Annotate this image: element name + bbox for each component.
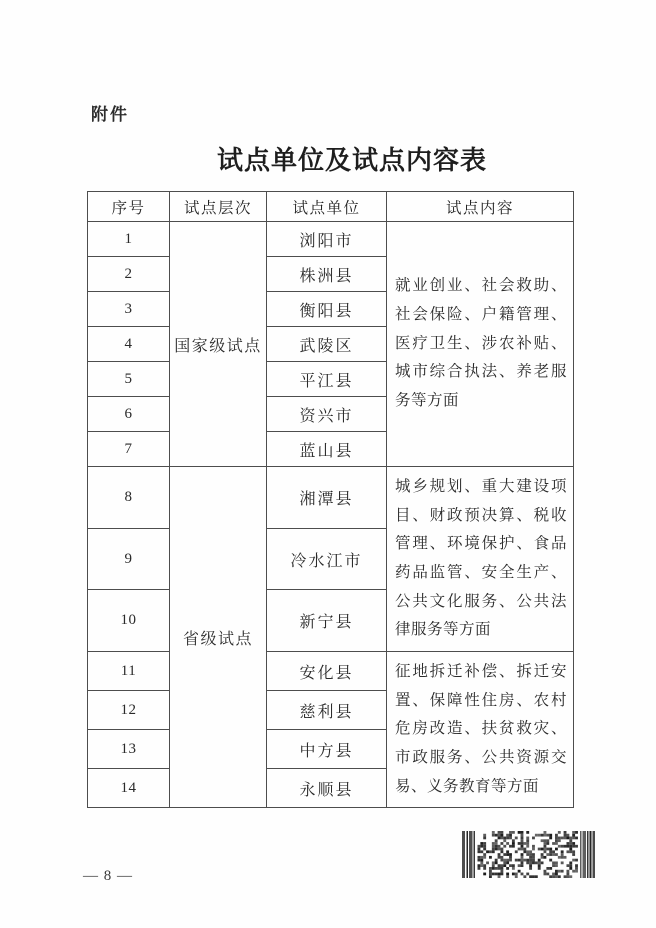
seq-cell: 13 [88,730,170,769]
header-row [88,192,574,222]
content-cell-national: 就业创业、社会救助、社会保险、户籍管理、医疗卫生、涉农补贴、城市综合执法、养老服务等方面 [387,222,574,467]
barcode-icon [462,831,595,878]
unit-cell: 株洲县 [267,257,387,292]
level-cell-national: 国家级试点 [170,222,267,467]
level-cell-provincial: 省级试点 [170,467,267,808]
seq-cell: 10 [88,590,170,652]
seq-cell: 12 [88,691,170,730]
unit-cell: 永顺县 [267,769,387,808]
unit-cell: 平江县 [267,362,387,397]
seq-cell: 6 [88,397,170,432]
attachment-label: 附件 [91,105,129,124]
seq-cell: 3 [88,292,170,327]
seq-cell: 7 [88,432,170,467]
header-seq: 序号 [88,192,170,222]
seq-cell: 11 [88,652,170,691]
document-title: 试点单位及试点内容表 [216,145,487,175]
unit-cell: 武陵区 [267,327,387,362]
page-number: — 8 — [83,868,133,884]
header-content: 试点内容 [387,192,574,222]
seq-cell: 4 [88,327,170,362]
unit-cell: 湘潭县 [267,467,387,529]
pilot-table [87,191,574,808]
content-cell-provincial-b: 征地拆迁补偿、拆迁安置、保障性住房、农村危房改造、扶贫救灾、市政服务、公共资源交易、义务教育等方面 [387,652,574,808]
header-level: 试点层次 [170,192,267,222]
unit-cell: 浏阳市 [267,222,387,257]
header-unit: 试点单位 [267,192,387,222]
seq-cell: 9 [88,528,170,590]
seq-cell: 5 [88,362,170,397]
unit-cell: 冷水江市 [267,528,387,590]
table-row [88,652,574,691]
unit-cell: 资兴市 [267,397,387,432]
unit-cell: 衡阳县 [267,292,387,327]
unit-cell: 慈利县 [267,691,387,730]
table-row [88,467,574,529]
unit-cell: 安化县 [267,652,387,691]
seq-cell: 8 [88,467,170,529]
content-cell-provincial-a: 城乡规划、重大建设项目、财政预决算、税收管理、环境保护、食品药品监管、安全生产、公共文化服务、公共法律服务等方面 [387,467,574,652]
seq-cell: 1 [88,222,170,257]
unit-cell: 蓝山县 [267,432,387,467]
unit-cell: 中方县 [267,730,387,769]
unit-cell: 新宁县 [267,590,387,652]
seq-cell: 2 [88,257,170,292]
table-row [88,222,574,257]
seq-cell: 14 [88,769,170,808]
